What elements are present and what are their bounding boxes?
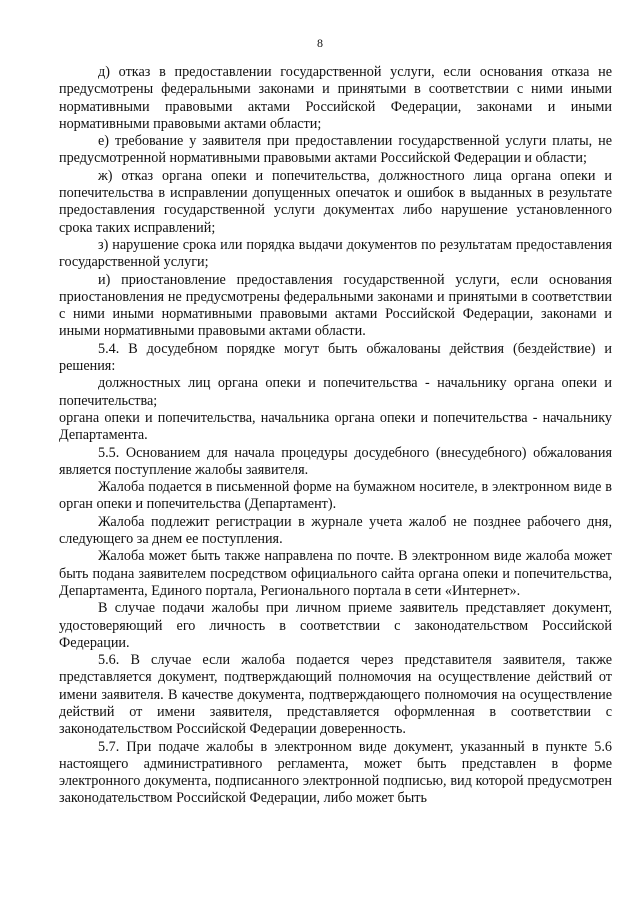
paragraph-zh-correction-refusal: ж) отказ органа опеки и попечительства, должностного лица органа опеки и попечительства в исправлении допущенных опечаток и ошибок в выданных в результате предоставления государственной услуги документах либо нарушение установленного срока таких исправлений; xyxy=(59,167,612,236)
paragraph-5-4: 5.4. В досудебном порядке могут быть обжалованы действия (бездействие) и решения: xyxy=(59,340,612,375)
paragraph-authority-appeal: органа опеки и попечительства, начальника органа опеки и попечительства - начальнику Департамента. xyxy=(59,409,612,444)
paragraph-complaint-registration: Жалоба подлежит регистрации в журнале учета жалоб не позднее рабочего дня, следующего за днем ее поступления. xyxy=(59,513,612,548)
paragraph-complaint-form: Жалоба подается в письменной форме на бумажном носителе, в электронном виде в орган опеки и попечительства (Департамент). xyxy=(59,479,612,513)
document-body xyxy=(59,64,612,808)
paragraph-i-suspension: и) приостановление предоставления государственной услуги, если основания приостановления не предусмотрены федеральными законами и принятыми в соответствии с ними иными нормативными правовыми актами Российской Федерации, законами и иными нормативными правовыми актами области. xyxy=(59,271,612,340)
paragraph-5-6: 5.6. В случае если жалоба подается через представителя заявителя, также представляется документ, подтверждающий полномочия на осуществление действий от имени заявителя. В качестве документа, подтверждающего полномочия на осуществление действий от имени заявителя, представляется оформленная в соответствии с законодательством Российской Федерации доверенность. xyxy=(59,652,612,738)
paragraph-5-7: 5.7. При подаче жалобы в электронном виде документ, указанный в пункте 5.6 настоящего административного регламента, может быть представлен в форме электронного документа, подписанного электронной подписью, вид которой предусмотрен законодательством Российской Федерации, либо может быть xyxy=(59,738,612,807)
paragraph-d-refusal: д) отказ в предоставлении государственной услуги, если основания отказа не предусмотрены федеральными законами и принятыми в соответствии с ними иными нормативными правовыми актами Российской Федерации, законами и иными нормативными правовыми актами области; xyxy=(59,64,612,132)
paragraph-e-fee-demand: е) требование у заявителя при предоставлении государственной услуги платы, не предусмотренной нормативными правовыми актами Российской Федерации и области; xyxy=(59,133,612,167)
paragraph-z-deadline-violation: з) нарушение срока или порядка выдачи документов по результатам предоставления государственной услуги; xyxy=(59,236,612,271)
paragraph-personal-submission: В случае подачи жалобы при личном приеме заявитель представляет документ, удостоверяющий его личность в соответствии с законодательством Российской Федерации. xyxy=(59,600,612,651)
paragraph-officials-appeal: должностных лиц органа опеки и попечительства - начальнику органа опеки и попечительства; xyxy=(59,375,612,409)
paragraph-complaint-by-mail: Жалоба может быть также направлена по почте. В электронном виде жалоба может быть подана заявителем посредством официального сайта органа опеки и попечительства, Департамента, Единого портала, Регионального портала в сети «Интернет». xyxy=(59,548,612,599)
page-number: 8 xyxy=(317,36,323,50)
paragraph-5-5: 5.5. Основанием для начала процедуры досудебного (внесудебного) обжалования является поступление жалобы заявителя. xyxy=(59,444,612,478)
